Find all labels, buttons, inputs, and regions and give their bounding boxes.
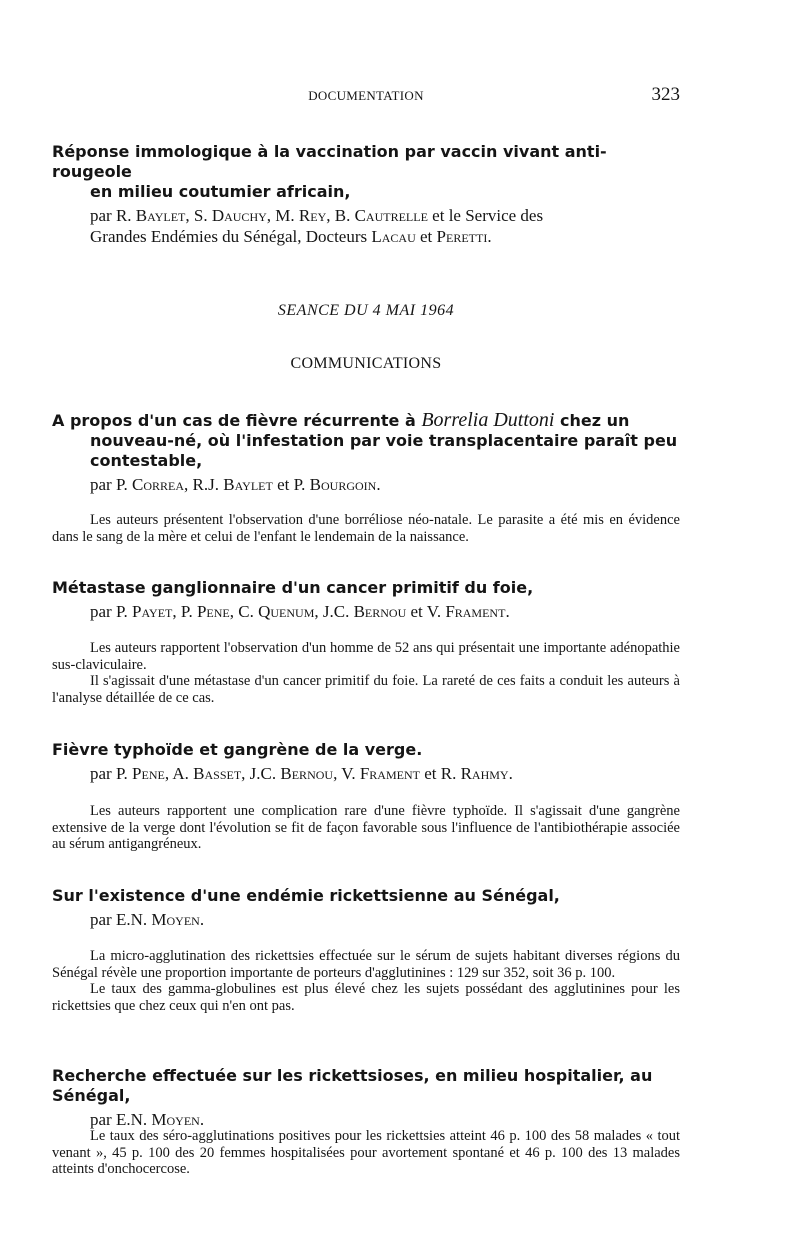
article-1 xyxy=(52,142,680,247)
article-5-abstract xyxy=(52,948,680,1014)
article-4-abstract-text: Les auteurs rapportent une complication rare d'une fièvre typhoïde. Il s'agissait d'une gangrène extensive de la verge dont l'évolution se fit de façon favorable sous l'influence de l'antibiothérapie associée au sérum antigangréneux. xyxy=(52,803,680,852)
article-6-abstract-text: Le taux des séro-agglutinations positives pour les rickettsies atteint 46 p. 100 des 58 malades « tout venant », 45 p. 100 des 20 femmes hospitalisées pour avortement spontané et 46 p. 100 des 13 malades atteints d'onchocercose. xyxy=(52,1128,680,1177)
article-4-authors: par P. Pene, A. Basset, J.C. Bernou, V. Frament et R. Rahmy. xyxy=(90,764,513,783)
article-3-authors: par P. Payet, P. Pene, C. Quenum, J.C. Bernou et V. Frament. xyxy=(90,602,510,621)
article-5-authors: par E.N. Moyen. xyxy=(90,910,205,929)
article-6-authors: par E.N. Moyen. xyxy=(90,1110,205,1129)
article-1-title xyxy=(52,142,680,202)
section-heading: COMMUNICATIONS xyxy=(290,355,442,372)
article-5 xyxy=(52,886,680,930)
article-1-authors-line1: par R. Baylet, S. Dauchy, M. Rey, B. Cautrelle et le Service des xyxy=(90,206,544,225)
running-head: DOCUMENTATION xyxy=(308,88,424,103)
article-5-title: Sur l'existence d'une endémie rickettsienne au Sénégal, xyxy=(52,886,560,905)
article-2-title-line3: contestable, xyxy=(90,451,203,470)
article-2-authors: par P. Correa, R.J. Baylet et P. Bourgoin. xyxy=(90,475,381,494)
page-number: 323 xyxy=(651,84,680,105)
article-2 xyxy=(52,410,680,495)
article-3-abstract-p2: Il s'agissait d'une métastase d'un cancer primitif du foie. La rareté de ces faits a conduit les auteurs à l'analyse détaillée de ce cas. xyxy=(52,673,680,706)
article-2-title-part1: A propos d'un cas de fièvre récurrente à xyxy=(52,411,422,430)
article-2-title-line2: nouveau-né, où l'infestation par voie transplacentaire paraît peu xyxy=(90,431,678,450)
article-4 xyxy=(52,740,680,784)
article-3-title: Métastase ganglionnaire d'un cancer primitif du foie, xyxy=(52,578,534,597)
page-header xyxy=(52,86,680,110)
article-4-title: Fièvre typhoïde et gangrène de la verge. xyxy=(52,740,423,759)
article-2-title-italic: Borrelia Duttoni xyxy=(421,409,555,431)
article-4-abstract xyxy=(52,803,680,853)
article-3-abstract xyxy=(52,640,680,706)
article-3-abstract-p1: Les auteurs rapportent l'observation d'un homme de 52 ans qui présentait une importante adénopathie sus-claviculaire. xyxy=(52,640,680,673)
article-6-abstract xyxy=(52,1128,680,1178)
article-2-title-part2: chez un xyxy=(554,411,630,430)
article-3 xyxy=(52,578,680,622)
article-1-title-line2: en milieu coutumier africain, xyxy=(90,182,351,201)
article-6-title: Recherche effectuée sur les rickettsioses, en milieu hospitalier, au Sénégal, xyxy=(52,1066,653,1105)
article-5-abstract-p2: Le taux des gamma-globulines est plus élevé chez les sujets possédant des agglutinines pour les rickettsies que chez ceux qui n'en ont pas. xyxy=(52,981,680,1014)
article-5-abstract-p1: La micro-agglutination des rickettsies effectuée sur le sérum de sujets habitant diverses régions du Sénégal révèle une proportion importante de porteurs d'agglutinines : 129 sur 352, soit 36 p. 100. xyxy=(52,948,680,981)
article-2-abstract xyxy=(52,512,680,545)
article-2-title xyxy=(52,410,680,471)
article-6 xyxy=(52,1066,680,1130)
article-2-abstract-text: Les auteurs présentent l'observation d'une borréliose néo-natale. Le parasite a été mis en évidence dans le sang de la mère et celui de l'enfant le lendemain de la naissance. xyxy=(52,512,680,545)
article-1-title-line1: Réponse immologique à la vaccination par vaccin vivant anti-rougeole xyxy=(52,142,607,181)
session-title: SEANCE DU 4 MAI 1964 xyxy=(277,302,455,319)
article-1-authors xyxy=(52,205,680,247)
article-1-authors-line2: Grandes Endémies du Sénégal, Docteurs Lacau et Peretti. xyxy=(90,227,492,246)
